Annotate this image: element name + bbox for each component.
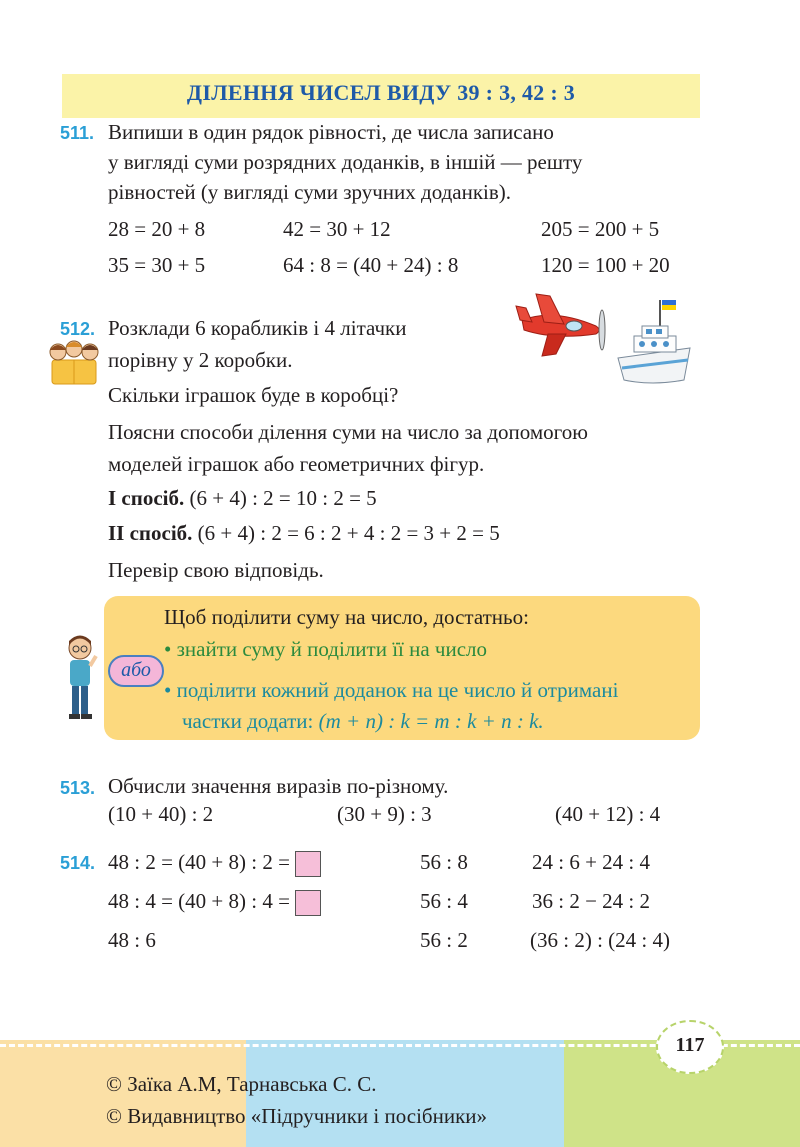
rule-bullet-1 (164, 634, 487, 664)
rule-intro: Щоб поділити суму на число, достатньо: (164, 605, 529, 629)
ex512-line5: моделей іграшок або геометричних фігур. (108, 452, 485, 476)
ex514-b2: 56 : 4 (420, 889, 468, 913)
ex511-line1: Випиши в один рядок рівності, де числа записано (108, 120, 554, 144)
page-number: 117 (675, 1034, 705, 1056)
ex511-eq: 42 = 30 + 12 (283, 217, 391, 241)
exercise-number-514: 514. (60, 853, 96, 873)
ex514-a3: 48 : 6 (108, 928, 156, 952)
exercise-number-513: 513. (60, 778, 96, 798)
airplane-icon (514, 290, 614, 360)
way1-expr: (6 + 4) : 2 = 10 : 2 = 5 (189, 486, 377, 510)
rule-bullet-2-cont-text: частки додати: (182, 709, 314, 733)
children-book-icon (44, 338, 104, 386)
ex513-item: (10 + 40) : 2 (108, 802, 214, 826)
ex514-a1 (108, 847, 321, 877)
ex514-b3: 56 : 2 (420, 928, 468, 952)
way2-label: ІІ спосіб. (108, 521, 193, 545)
ex511-eq: 120 = 100 + 20 (541, 253, 670, 277)
or-badge: або (108, 655, 164, 687)
rule-bullet-2-cont (182, 706, 544, 736)
section-title: ДІЛЕННЯ ЧИСЕЛ ВИДУ 39 : 3, 42 : 3 (186, 80, 576, 105)
ex512-way2 (108, 518, 500, 548)
answer-box[interactable] (295, 851, 321, 877)
rule-bullet-1-text: знайти суму й поділити її на число (176, 637, 488, 661)
way1-label: І спосіб. (108, 486, 185, 510)
ex511-eq: 35 = 30 + 5 (108, 253, 206, 277)
ex511-eq: 28 = 20 + 8 (108, 217, 206, 241)
ex513-item: (30 + 9) : 3 (337, 802, 432, 826)
bullet-dot: • (164, 678, 172, 702)
ex511-line2: у вигляді суми розрядних доданків, в іншій — решту (108, 150, 583, 174)
rule-formula: (m + n) : k = m : k + n : k. (318, 709, 544, 733)
rule-bullet-2 (164, 675, 618, 705)
ex512-line2: порівну у 2 коробки. (108, 348, 293, 372)
bullet-dot: • (164, 637, 172, 661)
boy-icon (60, 632, 100, 722)
ex513-item: (40 + 12) : 4 (555, 802, 661, 826)
ex512-line4: Поясни способи ділення суми на число за допомогою (108, 420, 588, 444)
rule-bullet-2-text: поділити кожний доданок на це число й отримані (176, 678, 619, 702)
ex514-a2-text: 48 : 4 = (40 + 8) : 4 = (108, 889, 290, 913)
ex511-line3: рівностей (у вигляді суми зручних доданків). (108, 180, 512, 204)
way2-expr: (6 + 4) : 2 = 6 : 2 + 4 : 2 = 3 + 2 = 5 (197, 521, 500, 545)
ex512-line3: Скільки іграшок буде в коробці? (108, 383, 399, 407)
ex511-eq: 205 = 200 + 5 (541, 217, 660, 241)
ex514-c3: (36 : 2) : (24 : 4) (530, 928, 670, 952)
ex512-line1: Розклади 6 корабликів і 4 літачки (108, 316, 407, 340)
ex514-b1: 56 : 8 (420, 850, 468, 874)
ex513-line1: Обчисли значення виразів по-різному. (108, 774, 449, 798)
ex512-line6: Перевір свою відповідь. (108, 558, 324, 582)
ex512-way1 (108, 483, 377, 513)
copyright-authors: © Заїка А.М, Тарнавська С. С. (106, 1072, 377, 1096)
ship-icon (612, 296, 696, 388)
copyright-publisher: © Видавництво «Підручники і посібники» (106, 1104, 488, 1128)
ex514-a1-text: 48 : 2 = (40 + 8) : 2 = (108, 850, 290, 874)
exercise-number-511: 511. (60, 123, 95, 143)
answer-box[interactable] (295, 890, 321, 916)
exercise-number-512: 512. (60, 319, 96, 339)
ex514-a2 (108, 886, 321, 916)
ex514-c1: 24 : 6 + 24 : 4 (532, 850, 651, 874)
ex511-eq: 64 : 8 = (40 + 24) : 8 (283, 253, 459, 277)
ex514-c2: 36 : 2 − 24 : 2 (532, 889, 651, 913)
